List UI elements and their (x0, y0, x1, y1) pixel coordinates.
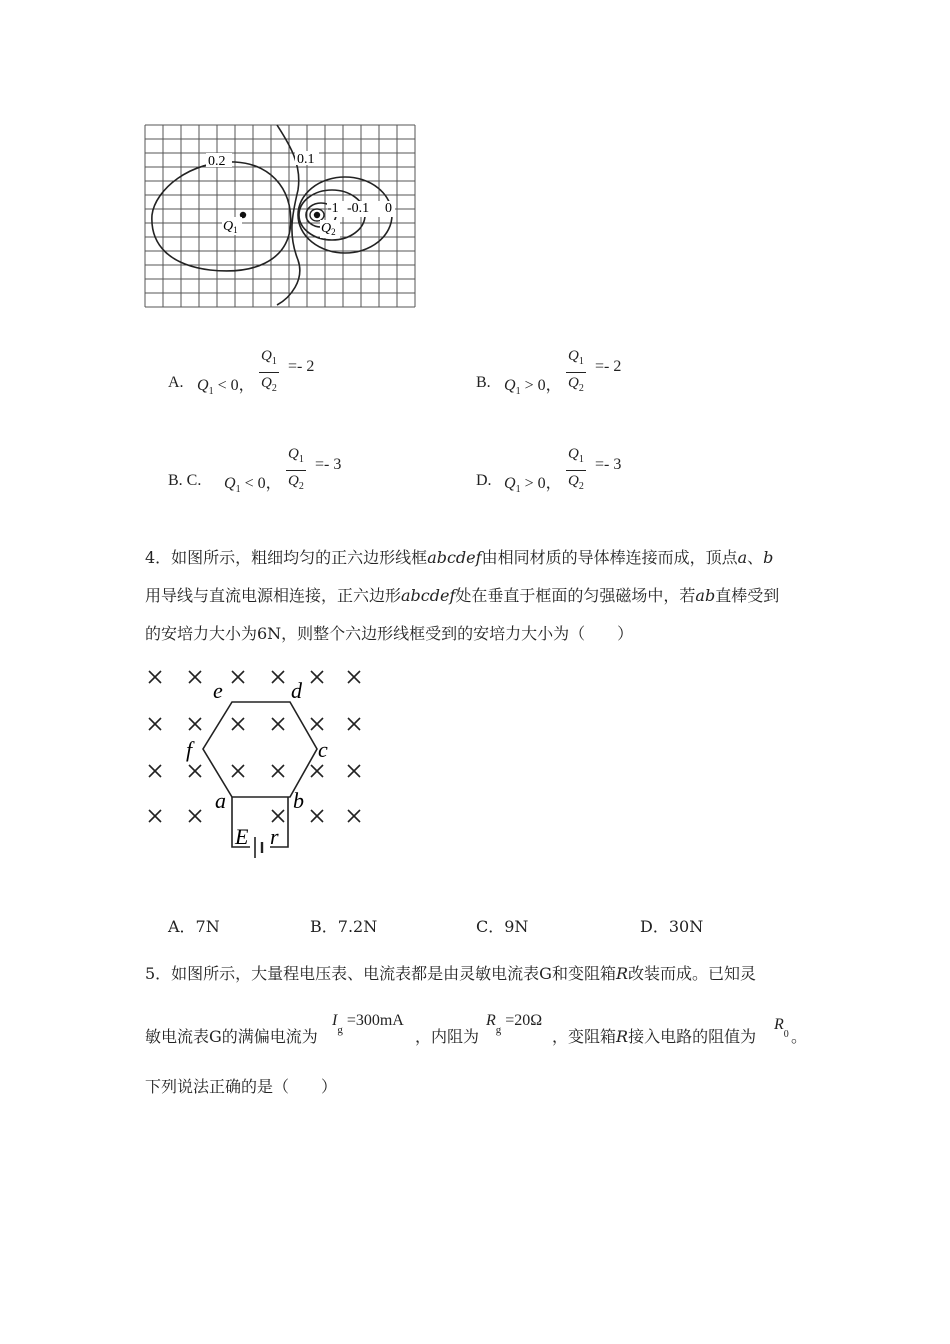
r0-symbol: $R_0$ (774, 1016, 789, 1041)
ratio-value: =- 2 (288, 358, 315, 375)
hexagon-frame (203, 702, 317, 797)
ratio-fraction: $\frac{Q_1}{Q_2}$ (568, 348, 584, 394)
contour-label-0.2: 0.2 (208, 154, 226, 169)
equipotential-figure (140, 120, 425, 315)
q5-text-part3: ，变阻箱R接入电路的阻值为 (552, 1027, 757, 1046)
field-cross (348, 765, 360, 777)
field-cross (272, 671, 284, 683)
vertex-label-f: f (186, 737, 193, 762)
q5-stem-line3: 下列说法正确的是（ ） (145, 1077, 338, 1096)
contour-label-0.1: 0.1 (297, 152, 315, 167)
field-cross (232, 718, 244, 730)
q4-option-b[interactable]: B．7.2N (310, 917, 378, 936)
field-cross (311, 765, 323, 777)
battery-label-e: E (235, 824, 249, 849)
q4-option-d[interactable]: D．30N (640, 917, 704, 936)
contour-label-neg1: -1 (327, 201, 339, 216)
option-condition: $Q_1 < 0$， (197, 377, 255, 398)
contour-0.2 (152, 162, 291, 271)
charge-q2-dot (314, 212, 320, 218)
field-cross (189, 810, 201, 822)
q4-option-a[interactable]: A．7N (168, 917, 220, 936)
q4-stem-line1: 4．如图所示，粗细均匀的正六边形线框abcdef由相同材质的导体棒连接而成，顶点a、b (145, 548, 774, 567)
ig-formula: $I_g =300mA$ (332, 1012, 404, 1037)
ratio-fraction: $\frac{Q_1}{Q_2}$ (261, 348, 277, 394)
field-cross (311, 671, 323, 683)
option-letter: B. (476, 374, 491, 391)
field-cross (149, 671, 161, 683)
field-cross (348, 671, 360, 683)
ratio-fraction: $\frac{Q_1}{Q_2}$ (288, 446, 304, 492)
field-cross (189, 671, 201, 683)
option-condition: $Q_1 < 0$， (224, 475, 282, 496)
q5-text-part1: 敏电流表G的满偏电流为 (145, 1027, 318, 1046)
vertex-label-b: b (293, 788, 304, 813)
option-letter: A. (168, 374, 184, 391)
field-cross (348, 718, 360, 730)
field-cross (189, 718, 201, 730)
field-cross (348, 810, 360, 822)
ratio-value: =- 3 (315, 456, 342, 473)
battery-label-r: r (270, 824, 279, 849)
charge-label-q2: $Q_2$ (321, 221, 336, 237)
charge-label-q1: $Q_1$ (223, 219, 238, 235)
field-cross (311, 810, 323, 822)
q4-stem-line3: 的安培力大小为6N，则整个六边形线框受到的安培力大小为（ ） (145, 624, 634, 643)
vertex-label-c: c (318, 737, 328, 762)
option-condition: $Q_1 > 0$， (504, 475, 562, 496)
ratio-value: =- 2 (595, 358, 622, 375)
vertex-label-d: d (291, 678, 302, 703)
ratio-value: =- 3 (595, 456, 622, 473)
option-condition: $Q_1 > 0$， (504, 377, 562, 398)
vertex-label-e: e (213, 678, 223, 703)
field-cross (311, 718, 323, 730)
option-letter: B. C. (168, 472, 202, 489)
field-cross (272, 718, 284, 730)
field-cross (232, 765, 244, 777)
field-cross (149, 810, 161, 822)
hexagon-figure (140, 662, 380, 872)
field-cross (189, 765, 201, 777)
contour-label-0: 0 (385, 201, 392, 216)
q4-stem-line2: 用导线与直流电源相连接，正六边形abcdef处在垂直于框面的匀强磁场中，若ab直棒受到 (145, 586, 780, 605)
field-cross (272, 765, 284, 777)
field-cross (149, 765, 161, 777)
q5-line2-end: 。 (791, 1027, 808, 1046)
magnetic-field-crosses (149, 671, 360, 822)
vertex-label-a: a (215, 788, 226, 813)
ratio-fraction: $\frac{Q_1}{Q_2}$ (568, 446, 584, 492)
option-letter: D. (476, 472, 492, 489)
q4-option-c[interactable]: C．9N (476, 917, 529, 936)
contour-label-neg0.1: -0.1 (347, 201, 370, 216)
field-cross (232, 671, 244, 683)
field-cross (149, 718, 161, 730)
rg-formula: $R_g =20\Omega$ (486, 1012, 543, 1037)
field-cross (272, 810, 284, 822)
q5-text-part2: ，内阻为 (415, 1027, 480, 1046)
q5-stem-line1: 5．如图所示，大量程电压表、电流表都是由灵敏电流表G和变阻箱R改装而成。已知灵 (145, 964, 757, 983)
